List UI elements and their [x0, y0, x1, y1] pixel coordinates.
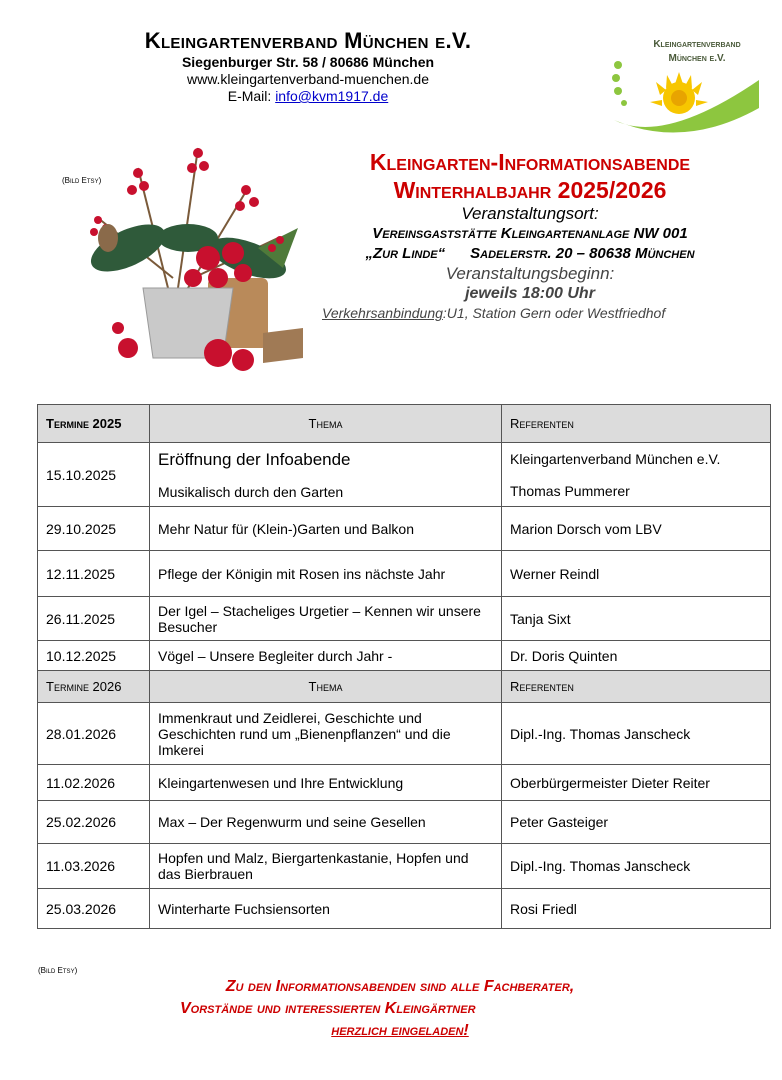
row-ref: Oberbürgermeister Dieter Reiter: [502, 765, 771, 801]
christmas-decoration-image: [58, 128, 320, 374]
org-website[interactable]: www.kleingartenverband-muenchen.de: [186, 71, 430, 87]
row-thema: Vögel – Unsere Begleiter durch Jahr -: [150, 641, 502, 671]
venue-address-line: [310, 244, 750, 264]
transit-label: Verkehrsanbindung: [322, 305, 443, 321]
table-row: [38, 703, 771, 765]
image-credit-bottom: (Bild Etsy): [38, 966, 78, 975]
table-row: [38, 765, 771, 801]
row-thema: Der Igel – Stacheliges Urgetier – Kennen wir unsere Besucher: [150, 597, 502, 641]
row-date: 10.12.2025: [38, 641, 150, 671]
footer-line-3: herzlich eingeladen!: [331, 1022, 469, 1039]
row-thema: Kleingartenwesen und Ihre Entwicklung: [150, 765, 502, 801]
header-thema-2025: Thema: [150, 405, 502, 443]
logo-line-1: Kleingartenverband: [653, 39, 741, 50]
table-row: [38, 641, 771, 671]
footer-line-2: Vorstände und interessierten Kleingärtner: [180, 1000, 476, 1017]
invitation-footer: [140, 976, 660, 1042]
table-row: [38, 844, 771, 889]
org-header: [108, 28, 508, 105]
schedule-table: [37, 404, 771, 929]
start-time: jeweils 18:00 Uhr: [465, 285, 595, 302]
row-ref: Marion Dorsch vom LBV: [502, 507, 771, 551]
row-ref: Dr. Doris Quinten: [502, 641, 771, 671]
header-thema-2026: Thema: [150, 671, 502, 703]
transit-info: :U1, Station Gern oder Westfriedhof: [442, 305, 666, 321]
row-ref: Dipl.-Ing. Thomas Janscheck: [502, 703, 771, 765]
email-label: E-Mail:: [227, 88, 272, 104]
row-ref: Rosi Friedl: [502, 889, 771, 929]
row-thema: Hopfen und Malz, Biergartenkastanie, Hopfen und das Bierbrauen: [150, 844, 502, 889]
table-row: [38, 597, 771, 641]
logo-text: [632, 38, 762, 66]
venue-address: Sadelerstr. 20 – 80638 München: [470, 245, 695, 262]
org-email-line: [108, 88, 508, 105]
event-info: [310, 148, 750, 322]
table-header-2026: [38, 671, 771, 703]
email-link[interactable]: info@kvm1917.de: [275, 88, 389, 104]
row-thema: Max – Der Regenwurm und seine Gesellen: [150, 801, 502, 844]
start-label: Veranstaltungsbeginn:: [445, 264, 615, 283]
row-ref: Dipl.-Ing. Thomas Janscheck: [502, 844, 771, 889]
row-thema: Pflege der Königin mit Rosen ins nächste Jahr: [150, 551, 502, 597]
row-thema-title: Eröffnung der Infoabende: [158, 449, 351, 469]
row-date: 29.10.2025: [38, 507, 150, 551]
table-row: [38, 507, 771, 551]
row-date: 11.02.2026: [38, 765, 150, 801]
event-title-1: Kleingarten-Informationsabende: [369, 149, 691, 175]
row-thema: Winterharte Fuchsiensorten: [150, 889, 502, 929]
row-ref-2: Thomas Pummerer: [510, 482, 630, 499]
row-date: 15.10.2025: [38, 443, 150, 507]
image-credit-top: (Bild Etsy): [62, 176, 102, 185]
row-ref-1: Kleingartenverband München e.V.: [510, 450, 721, 467]
row-date: 25.03.2026: [38, 889, 150, 929]
row-thema: Immenkraut und Zeidlerei, Geschichte und Geschichten rund um „Bienenpflanzen“ und die Imkerei: [150, 703, 502, 765]
winter-bouquet-icon: [58, 128, 320, 374]
org-name: Kleingartenverband München e.V.: [144, 28, 472, 53]
row-ref: Werner Reindl: [502, 551, 771, 597]
venue-name: „Zur Linde“: [365, 245, 446, 262]
row-ref: [502, 443, 771, 507]
header-referenten-2025: Referenten: [502, 405, 771, 443]
table-row: [38, 889, 771, 929]
row-date: 11.03.2026: [38, 844, 150, 889]
row-date: 26.11.2025: [38, 597, 150, 641]
logo-line-2: München e.V.: [668, 53, 726, 64]
header-referenten-2026: Referenten: [502, 671, 771, 703]
table-row: [38, 801, 771, 844]
header-termine-2025: Termine 2025: [38, 405, 150, 443]
transit-line: [310, 304, 750, 322]
footer-line-1: Zu den Informationsabenden sind alle Fachberater,: [225, 978, 575, 995]
event-title-2: Winterhalbjahr 2025/2026: [393, 177, 667, 203]
row-date: 28.01.2026: [38, 703, 150, 765]
row-thema-sub: Musikalisch durch den Garten: [158, 483, 344, 500]
table-row: [38, 443, 771, 507]
row-thema: Mehr Natur für (Klein-)Garten und Balkon: [150, 507, 502, 551]
row-ref: Tanja Sixt: [502, 597, 771, 641]
row-ref: Peter Gasteiger: [502, 801, 771, 844]
header-termine-2026: Termine 2026: [38, 671, 150, 703]
org-address: Siegenburger Str. 58 / 80686 München: [181, 54, 435, 70]
row-date: 12.11.2025: [38, 551, 150, 597]
venue-label: Veranstaltungsort:: [461, 204, 599, 223]
row-date: 25.02.2026: [38, 801, 150, 844]
org-logo: [604, 30, 764, 140]
table-row: [38, 551, 771, 597]
row-thema: [150, 443, 502, 507]
table-header-2025: [38, 405, 771, 443]
venue: Vereinsgaststätte Kleingartenanlage NW 001: [372, 225, 688, 242]
